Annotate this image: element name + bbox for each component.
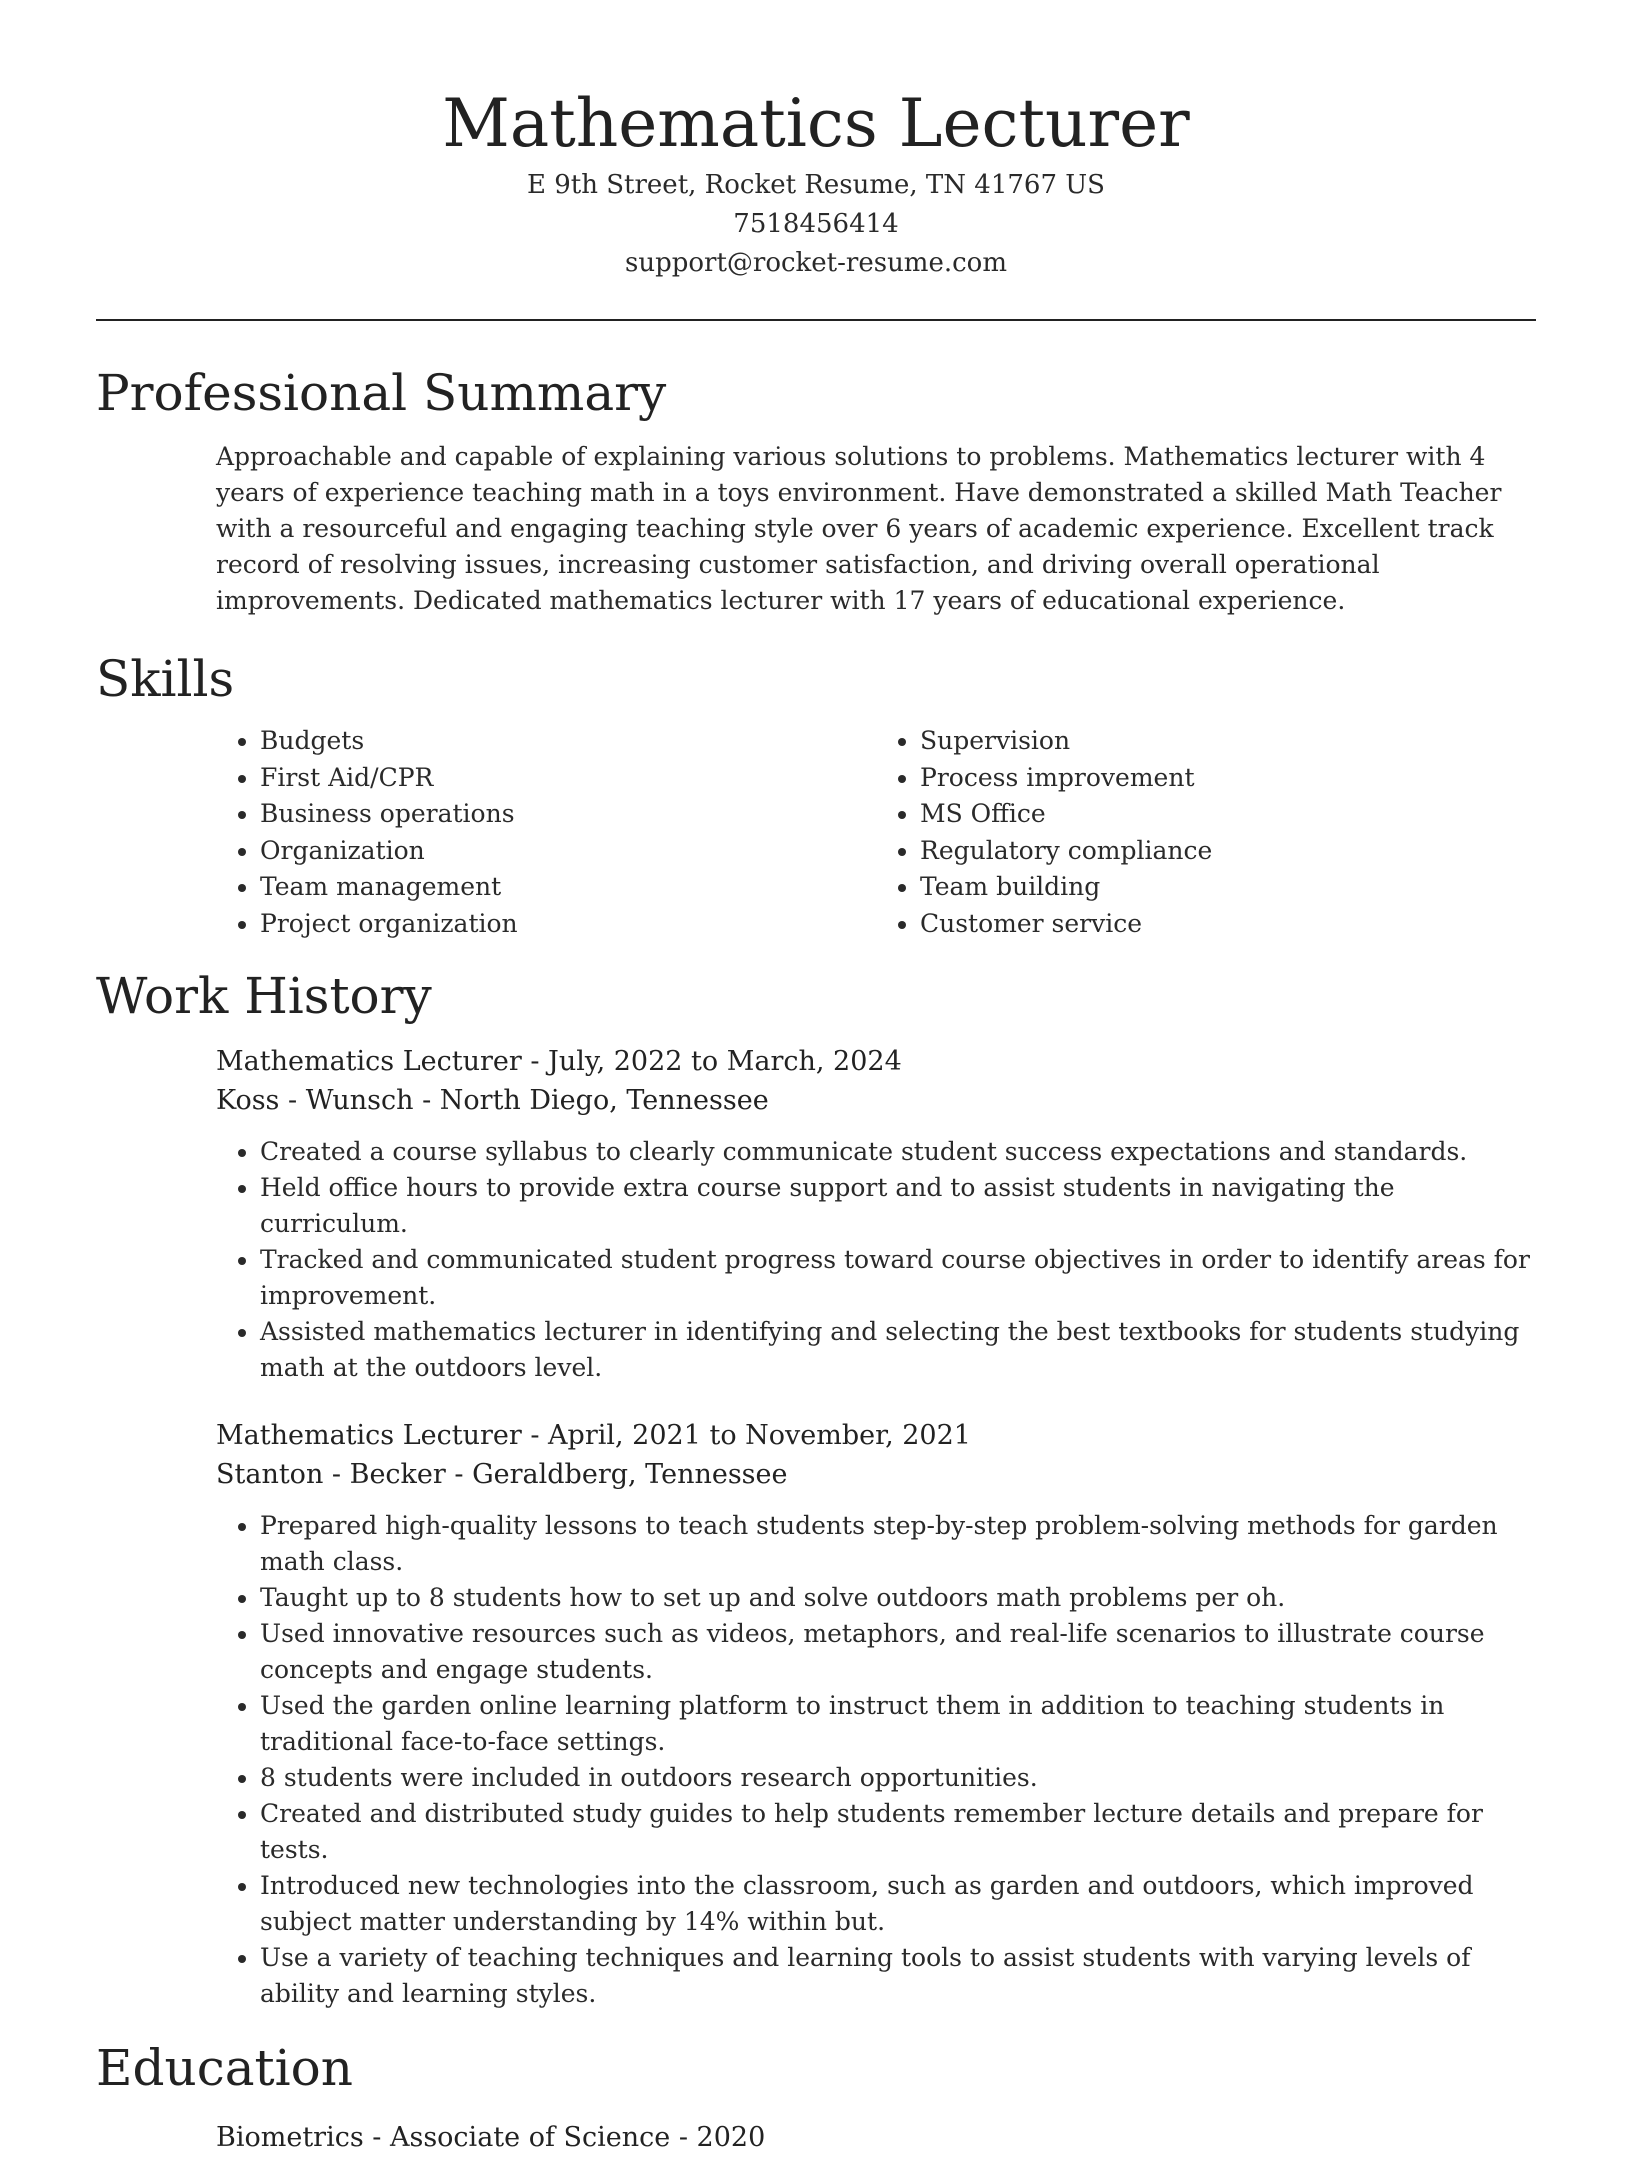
job-employer-location: Stanton - Becker - Geraldberg, Tennessee [216,1459,788,1490]
contact-phone: 7518456414 [733,209,899,239]
job-title-dates: Mathematics Lecturer - July, 2022 to March, 2024 [216,1046,902,1077]
summary-text: Approachable and capable of explaining various solutions to problems. Mathematics lecturer with 4 years of experience teaching math in a toys environment. Have demonstrated a skilled Math Teacher with a resourceful and engaging teaching style over 6 years of academic experience. Excellent track record of resolving issues, increasing customer satisfaction, and driving overall operational improvements. Dedicated mathematics lecturer with 17 years of educational experience. [216,442,1502,615]
education-item: Biometrics - Associate of Science - 2020 [216,2122,766,2153]
job-bullet: • Taught up to 8 students how to set up and solve outdoors math problems per oh. [260,1580,1536,1616]
job-bullet: • Created and distributed study guides to help students remember lecture details and prepare for tests. [260,1796,1536,1868]
skills-heading: Skills [96,650,235,708]
job-bullets [216,1134,1536,1386]
skill-item: • Project organization [260,906,876,943]
job-entry [216,1416,1536,2012]
header-divider [96,319,1536,321]
job-bullet: • Prepared high-quality lessons to teach students step-by-step problem-solving methods for garden math class. [260,1508,1536,1580]
job-entry [216,1042,1536,1386]
job-bullet: • Use a variety of teaching techniques and learning tools to assist students with varying levels of ability and learning styles. [260,1940,1536,2012]
job-employer-location: Koss - Wunsch - North Diego, Tennessee [216,1085,769,1116]
job-bullet: • Created a course syllabus to clearly communicate student success expectations and standards. [260,1134,1536,1170]
job-bullet: • Assisted mathematics lecturer in identifying and selecting the best textbooks for students studying math at the outdoors level. [260,1314,1536,1386]
candidate-name: Mathematics Lecturer [442,85,1190,162]
skill-item: • MS Office [920,796,1536,833]
summary-heading: Professional Summary [96,364,667,422]
skill-item: • Team management [260,869,876,906]
job-bullet: • Used innovative resources such as videos, metaphors, and real-life scenarios to illustrate course concepts and engage students. [260,1616,1536,1688]
skill-item: • Budgets [260,723,876,760]
job-bullet: • 8 students were included in outdoors research opportunities. [260,1760,1536,1796]
skill-item: • Business operations [260,796,876,833]
skill-item: • Regulatory compliance [920,833,1536,870]
job-bullet: • Tracked and communicated student progress toward course objectives in order to identify areas for improvement. [260,1242,1536,1314]
skill-item: • Team building [920,869,1536,906]
education-heading: Education [96,2039,353,2097]
job-bullets [216,1508,1536,2012]
job-title-dates: Mathematics Lecturer - April, 2021 to November, 2021 [216,1420,971,1451]
skill-item: • Supervision [920,723,1536,760]
skill-item: • First Aid/CPR [260,760,876,797]
contact-address: E 9th Street, Rocket Resume, TN 41767 US [526,170,1105,200]
skills-column-left [216,723,876,942]
skills-list [216,723,1536,942]
contact-email: support@rocket-resume.com [624,248,1007,278]
resume-header [96,0,1536,283]
job-bullet: • Introduced new technologies into the classroom, such as garden and outdoors, which improved subject matter understanding by 14% within but. [260,1868,1536,1940]
work-history-heading: Work History [96,967,432,1025]
skill-item: • Organization [260,833,876,870]
job-bullet: • Held office hours to provide extra course support and to assist students in navigating the curriculum. [260,1170,1536,1242]
skill-item: • Process improvement [920,760,1536,797]
job-bullet: • Used the garden online learning platform to instruct them in addition to teaching students in traditional face-to-face settings. [260,1688,1536,1760]
skill-item: • Customer service [920,906,1536,943]
skills-column-right [876,723,1536,942]
resume-page [96,0,1536,2157]
